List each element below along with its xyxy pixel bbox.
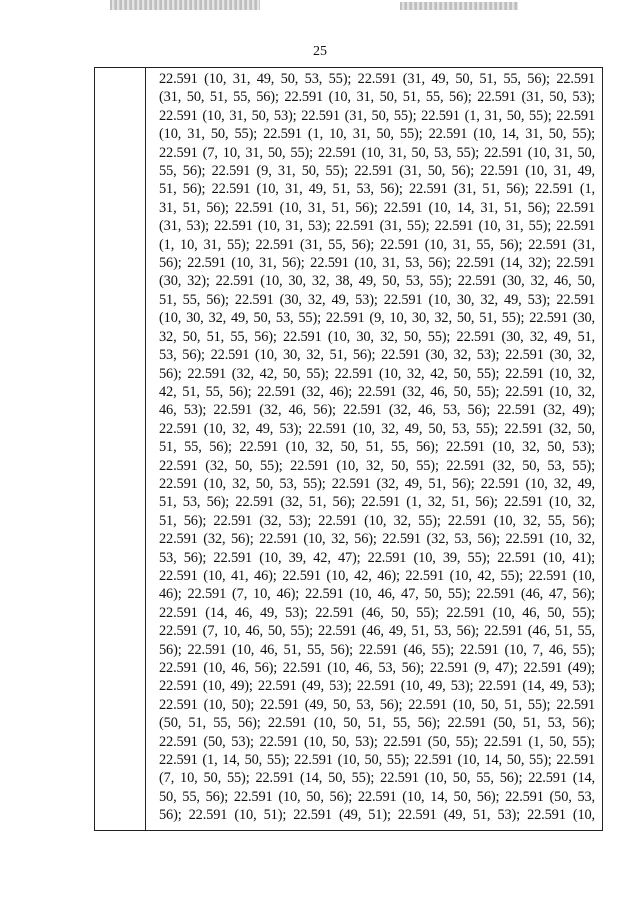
text-line: (30, 32); 22.591 (10, 30, 32, 38, 49, 50, 53, 55); 22.591 (30, 32, 46, 50, — [159, 273, 595, 290]
text-line: (50, 51, 55, 56); 22.591 (10, 50, 51, 55, 56); 22.591 (50, 51, 53, 56); — [159, 715, 595, 732]
text-line: (7, 10, 50, 55); 22.591 (14, 50, 55); 22.591 (10, 50, 55, 56); 22.591 (14, — [159, 770, 595, 787]
text-line: 53, 56); 22.591 (10, 30, 32, 51, 56); 22.591 (30, 32, 53); 22.591 (30, 32, — [159, 347, 595, 364]
text-line: 51, 53, 56); 22.591 (32, 51, 56); 22.591 (1, 32, 51, 56); 22.591 (10, 32, — [159, 494, 595, 511]
text-line: 46); 22.591 (7, 10, 46); 22.591 (10, 46, 47, 50, 55); 22.591 (46, 47, 56); — [159, 586, 595, 603]
text-line: 46, 53); 22.591 (32, 46, 56); 22.591 (32, 46, 53, 56); 22.591 (32, 49); — [159, 402, 595, 419]
text-line: 31, 51, 56); 22.591 (10, 31, 51, 56); 22.591 (10, 14, 31, 51, 56); 22.591 — [159, 199, 595, 216]
text-line: 22.591 (10, 46, 56); 22.591 (10, 46, 53, 56); 22.591 (9, 47); 22.591 (49); — [159, 660, 595, 676]
text-line: (31, 53); 22.591 (10, 31, 53); 22.591 (31, 55); 22.591 (10, 31, 55); 22.591 — [159, 218, 595, 235]
text-line: 56); 22.591 (10, 51); 22.591 (49, 51); 22.591 (49, 51, 53); 22.591 (10, — [159, 807, 595, 824]
text-line: 22.591 (32, 56); 22.591 (10, 32, 56); 22.591 (32, 53, 56); 22.591 (10, 32, — [159, 531, 595, 548]
text-line: 56); 22.591 (32, 42, 50, 55); 22.591 (10, 32, 42, 50, 55); 22.591 (10, 32, — [159, 365, 595, 382]
text-line: 22.591 (1, 14, 50, 55); 22.591 (10, 50, 55); 22.591 (10, 14, 50, 55); 22.591 — [159, 752, 595, 769]
text-line: 22.591 (7, 10, 31, 50, 55); 22.591 (10, 31, 50, 53, 55); 22.591 (10, 31, 50, — [159, 144, 595, 161]
scan-artifact-left — [110, 0, 260, 10]
text-line: 53, 56); 22.591 (10, 39, 42, 47); 22.591 (10, 39, 55); 22.591 (10, 41); — [159, 549, 595, 566]
text-line: 22.591 (10, 49); 22.591 (49, 53); 22.591 (10, 49, 53); 22.591 (14, 49, 53); — [159, 678, 595, 695]
text-line: 51, 55, 56); 22.591 (10, 32, 50, 51, 55, 56); 22.591 (10, 32, 50, 53); — [159, 439, 595, 456]
text-line: (31, 50, 51, 55, 56); 22.591 (10, 31, 50, 51, 55, 56); 22.591 (31, 50, 53); — [159, 89, 595, 106]
text-line: (10, 30, 32, 49, 50, 53, 55); 22.591 (9, 10, 30, 32, 50, 51, 55); 22.591 (30, — [159, 310, 595, 327]
text-line: 56); 22.591 (10, 31, 56); 22.591 (10, 31, 53, 56); 22.591 (14, 32); 22.591 — [159, 255, 595, 272]
empty-left-cell — [95, 68, 146, 831]
text-line: 32, 50, 51, 55, 56); 22.591 (10, 30, 32, 50, 55); 22.591 (30, 32, 49, 51, — [159, 328, 595, 345]
page-number: 25 — [313, 44, 327, 59]
text-line: 22.591 (14, 46, 49, 53); 22.591 (46, 50, 55); 22.591 (10, 46, 50, 55); — [159, 604, 595, 621]
text-line: 51, 56); 22.591 (32, 53); 22.591 (10, 32, 55); 22.591 (10, 32, 55, 56); — [159, 512, 595, 529]
text-line: 22.591 (50, 53); 22.591 (10, 50, 53); 22.591 (50, 55); 22.591 (1, 50, 55); — [159, 733, 595, 750]
text-line: 51, 55, 56); 22.591 (30, 32, 49, 53); 22.591 (10, 30, 32, 49, 53); 22.591 — [159, 291, 595, 308]
scan-artifact-right — [400, 2, 518, 10]
text-line: 22.591 (10, 50); 22.591 (49, 50, 53, 56); 22.591 (10, 50, 51, 55); 22.591 — [159, 696, 595, 713]
code-list-cell — [146, 68, 603, 831]
code-list-text — [146, 68, 602, 825]
text-line: 22.591 (10, 31, 50, 53); 22.591 (31, 50, 55); 22.591 (1, 31, 50, 55); 22.591 — [159, 107, 595, 124]
text-line: 22.591 (10, 41, 46); 22.591 (10, 42, 46); 22.591 (10, 42, 55); 22.591 (10, — [159, 567, 595, 584]
text-line: 22.591 (32, 50, 55); 22.591 (10, 32, 50, 55); 22.591 (32, 50, 53, 55); — [159, 457, 595, 474]
text-line: 22.591 (10, 31, 49, 50, 53, 55); 22.591 (31, 49, 50, 51, 55, 56); 22.591 — [159, 71, 595, 87]
text-line: 22.591 (7, 10, 46, 50, 55); 22.591 (46, 49, 51, 53, 56); 22.591 (46, 51, 55, — [159, 623, 595, 640]
text-line: 56); 22.591 (10, 46, 51, 55, 56); 22.591 (46, 55); 22.591 (10, 7, 46, 55); — [159, 641, 595, 658]
table-row — [95, 68, 603, 831]
text-line: 50, 55, 56); 22.591 (10, 50, 56); 22.591 (10, 14, 50, 56); 22.591 (50, 53, — [159, 788, 595, 805]
text-line: (10, 31, 50, 55); 22.591 (1, 10, 31, 50, 55); 22.591 (10, 14, 31, 50, 55); — [159, 126, 595, 143]
text-line: 22.591 (10, 32, 50, 53, 55); 22.591 (32, 49, 51, 56); 22.591 (10, 32, 49, — [159, 475, 595, 492]
document-table — [94, 67, 603, 831]
text-line: (1, 10, 31, 55); 22.591 (31, 55, 56); 22.591 (10, 31, 55, 56); 22.591 (31, — [159, 236, 595, 253]
text-line: 55, 56); 22.591 (9, 31, 50, 55); 22.591 (31, 50, 56); 22.591 (10, 31, 49, — [159, 163, 595, 180]
text-line: 42, 51, 55, 56); 22.591 (32, 46); 22.591 (32, 46, 50, 55); 22.591 (10, 32, — [159, 383, 595, 400]
text-line: 22.591 (10, 32, 49, 53); 22.591 (10, 32, 49, 50, 53, 55); 22.591 (32, 50, — [159, 420, 595, 437]
text-line: 51, 56); 22.591 (10, 31, 49, 51, 53, 56); 22.591 (31, 51, 56); 22.591 (1, — [159, 181, 595, 198]
